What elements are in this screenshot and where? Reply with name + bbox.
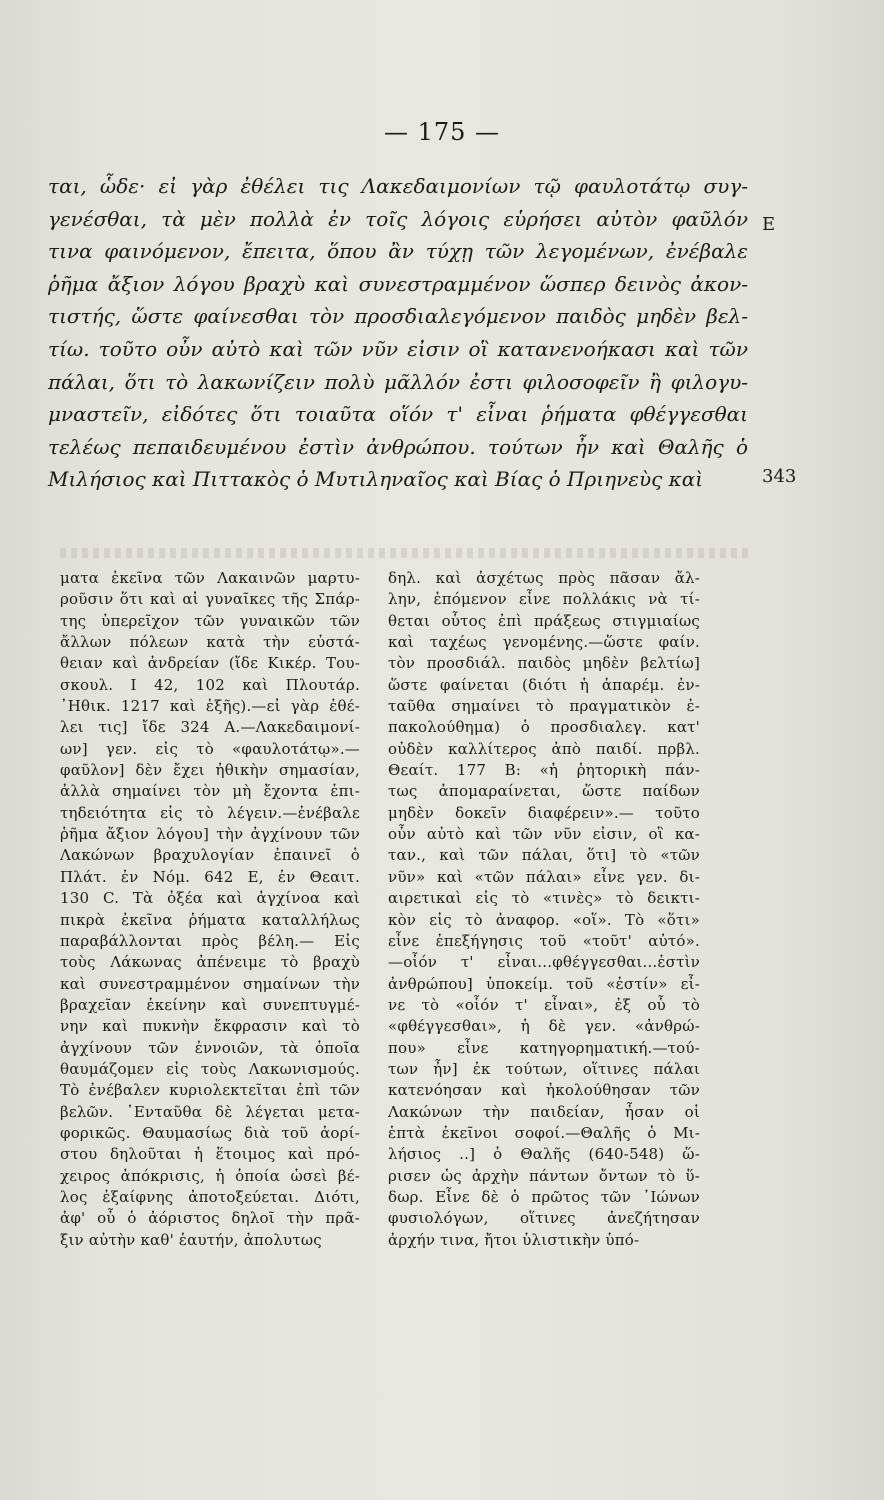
commentary-line: καὶ ταχέως γενομένης.—ὥστε φαίν. <box>388 633 700 652</box>
commentary-line: Θεαίτ. 177 Β: «ἡ ῥητορικὴ πάν- <box>388 761 700 780</box>
commentary-line: 130 C. Τὰ ὀξέα καὶ ἀγχίνοα καὶ <box>60 889 360 908</box>
commentary-line: οὐδὲν καλλίτερος ἀπὸ παιδί. πρβλ. <box>388 739 700 758</box>
commentary-line: Λακώνων τὴν παιδείαν, ἦσαν οἱ <box>388 1102 700 1121</box>
commentary-line: ἀρχήν τινα, ἤτοι ὑλιστικὴν ὑπό- <box>388 1230 640 1249</box>
commentary-line: —οἷόν τ' εἶναι...φθέγγεσθαι...ἐστὶν <box>388 953 700 972</box>
commentary-line: χειρος ἀπόκρισις, ἡ ὁποία ὡσεὶ βέ- <box>60 1166 360 1185</box>
commentary-line: ροῦσιν ὅτι καὶ αἱ γυναῖκες τῆς Σπάρ- <box>60 590 360 609</box>
commentary-line: θειαν καὶ ἀνδρείαν (ἴδε Κικέρ. Του- <box>60 654 360 673</box>
commentary-line: Πλάτ. ἐν Νόμ. 642 Ε, ἐν Θεαιτ. <box>60 867 360 886</box>
main-text-line: πάλαι, ὅτι τὸ λακωνίζειν πολὺ μᾶλλόν ἐστι φιλοσοφεῖν ἢ φιλογυ- <box>48 369 748 394</box>
commentary-line: φορικῶς. Θαυμασίως διὰ τοῦ ἀορί- <box>60 1123 360 1142</box>
commentary-line: ρισεν ὡς ἀρχὴν πάντων ὄντων τὸ ὕ- <box>388 1166 700 1185</box>
commentary-line: ἄλλων πόλεων κατὰ τὴν εὐστά- <box>60 633 360 652</box>
page-number: — 175 — <box>383 118 501 146</box>
bleed-through-divider <box>60 548 750 558</box>
commentary-line: ἀλλὰ σημαίνει τὸν μὴ ἔχοντα ἐπι- <box>60 782 360 801</box>
commentary-line: οὖν αὐτὸ καὶ τῶν νῦν εἰσιν, οἳ κα- <box>388 825 700 844</box>
main-text-line: μναστεῖν, εἰδότες ὅτι τοιαῦτα οἵόν τ' εἶναι ῥήματα φθέγγεσθαι <box>48 402 748 427</box>
commentary-line: ἑπτὰ ἐκεῖνοι σοφοί.—Θαλῆς ὁ Μι- <box>388 1123 700 1142</box>
commentary-line: ἀνθρώπου] ὑποκείμ. τοῦ «ἐστίν» εἶ- <box>388 974 700 993</box>
commentary-line: λος ἐξαίφνης ἀποτοξεύεται. Διότι, <box>60 1187 360 1206</box>
commentary-line: αιρετικαὶ εἰς τὸ «τινὲς» τὸ δεικτι- <box>388 889 700 908</box>
commentary-line: λει τις] ἴδε 324 Α.—Λακεδαιμονί- <box>60 718 360 737</box>
commentary-line: πακολούθημα) ὁ προσδιαλεγ. κατ' <box>388 718 700 737</box>
commentary-line: της ὑπερεῖχον τῶν γυναικῶν τῶν <box>60 611 360 630</box>
commentary-line: ξιν αὐτὴν καθ' ἑαυτήν, ἀπολυτως <box>60 1230 322 1249</box>
commentary-line: ματα ἐκεῖνα τῶν Λακαινῶν μαρτυ- <box>60 569 360 587</box>
commentary-line: σκουλ. Ι 42, 102 καὶ Πλουτάρ. <box>60 675 360 694</box>
commentary-line: κατενόησαν καὶ ἠκολούθησαν τῶν <box>388 1081 700 1100</box>
commentary-line: πικρὰ ἐκεῖνα ῥήματα καταλλήλως <box>60 910 360 929</box>
commentary-line: ᾿Ηθικ. 1217 καὶ ἑξῆς).—εἰ γὰρ ἐθέ- <box>60 697 360 716</box>
commentary-line: τηδειότητα εἰς τὸ λέγειν.—ἐνέβαλε <box>60 803 360 822</box>
commentary-line: φαῦλον] δὲν ἔχει ἠθικὴν σημασίαν, <box>60 761 360 780</box>
commentary-line: ῥῆμα ἄξιον λόγου] τὴν ἀγχίνουν τῶν <box>60 825 360 844</box>
main-text-line: ῥῆμα ἄξιον λόγου βραχὺ καὶ συνεστραμμένον ὥσπερ δεινὸς ἀκον- <box>48 271 748 296</box>
commentary-line: τως ἀπομαραίνεται, ὥστε παίδων <box>388 782 700 801</box>
commentary-line: των ἦν] ἐκ τούτων, οἵτινες πάλαι <box>388 1059 700 1078</box>
commentary-line: Λακώνων βραχυλογίαν ἐπαινεῖ ὁ <box>60 846 360 865</box>
commentary-line: τοὺς Λάκωνας ἀπένειμε τὸ βραχὺ <box>60 953 360 972</box>
commentary-line: θεται οὗτος ἐπὶ πράξεως στιγμιαίως <box>388 611 700 630</box>
main-text-line: τίω. τοῦτο οὖν αὐτὸ καὶ τῶν νῦν εἰσιν οἳ κατανενοήκασι καὶ τῶν <box>48 336 748 361</box>
commentary-line: Τὸ ἐνέβαλεν κυριολεκτεῖται ἐπὶ τῶν <box>60 1081 360 1100</box>
commentary-line: νε τὸ «οἷόν τ' εἶναι», ἐξ οὗ τὸ <box>388 995 700 1014</box>
commentary-line: λην, ἑπόμενον εἶνε πολλάκις νὰ τί- <box>388 590 700 609</box>
commentary-line: θαυμάζομεν εἰς τοὺς Λακωνισμούς. <box>60 1059 360 1078</box>
commentary-right-column <box>388 568 700 1251</box>
commentary-line: τὸν προσδιάλ. παιδὸς μηδὲν βελτίω] <box>388 654 700 673</box>
commentary-line: «φθέγγεσθαι», ἡ δὲ γεν. «ἀνθρώ- <box>388 1017 700 1036</box>
commentary-line: εἶνε ἐπεξήγησις τοῦ «τοῦτ' αὐτό». <box>388 931 700 950</box>
commentary-line: δηλ. καὶ ἀσχέτως πρὸς πᾶσαν ἄλ- <box>388 569 700 587</box>
commentary-left-column <box>60 568 360 1251</box>
main-text-line: τινα φαινόμενον, ἔπειτα, ὅπου ἂν τύχῃ τῶν λεγομένων, ἐνέβαλε <box>48 239 748 264</box>
commentary-line: βελῶν. ᾿Ενταῦθα δὲ λέγεται μετα- <box>60 1102 360 1121</box>
commentary-line: ἀγχίνουν τῶν ἐννοιῶν, τὰ ὁποῖα <box>60 1038 360 1057</box>
commentary-line: μηδὲν δοκεῖν διαφέρειν».— τοῦτο <box>388 803 700 822</box>
commentary-line: κὸν εἰς τὸ ἀναφορ. «οἵ». Τὸ «ὅτι» <box>388 910 700 929</box>
commentary-line: στου δηλοῦται ἡ ἕτοιμος καὶ πρό- <box>60 1145 360 1164</box>
commentary-line: βραχεῖαν ἐκείνην καὶ συνεπτυγμέ- <box>60 995 360 1014</box>
main-text-line: ται, ὧδε· εἰ γὰρ ἐθέλει τις Λακεδαιμονίων τῷ φαυλοτάτῳ συγ- <box>48 174 748 198</box>
main-text-line: Μιλήσιος καὶ Πιττακὸς ὁ Μυτιληναῖος καὶ Βίας ὁ Πριηνεὺς καὶ <box>48 467 704 492</box>
commentary-line: νην καὶ πυκνὴν ἔκφρασιν καὶ τὸ <box>60 1017 360 1036</box>
commentary-line: παραβάλλονται πρὸς βέλη.— Εἰς <box>60 931 360 950</box>
commentary-line: νῦν» καὶ «τῶν πάλαι» εἶνε γεν. δι- <box>388 867 700 886</box>
commentary-line: καὶ συνεστραμμένον σημαίνων τὴν <box>60 974 360 993</box>
commentary-line: ὥστε φαίνεται (διότι ἡ ἀπαρέμ. ἐν- <box>388 675 700 694</box>
margin-section-letter: E <box>762 214 776 235</box>
main-text-line: τιστής, ὥστε φαίνεσθαι τὸν προσδιαλεγόμενον παιδὸς μηδὲν βελ- <box>48 304 748 329</box>
commentary-line: ων] γεν. εἰς τὸ «φαυλοτάτῳ».— <box>60 739 360 758</box>
commentary-line: που» εἶνε κατηγορηματική.—τού- <box>388 1038 700 1057</box>
commentary-line: φυσιολόγων, οἵτινες ἀνεζήτησαν <box>388 1209 700 1228</box>
commentary-line: ἀφ' οὗ ὁ ἀόριστος δηλοῖ τὴν πρᾶ- <box>60 1209 360 1228</box>
main-text-line: γενέσθαι, τὰ μὲν πολλὰ ἐν τοῖς λόγοις εὑρήσει αὐτὸν φαῦλόν <box>48 206 748 231</box>
commentary-line: δωρ. Εἶνε δὲ ὁ πρῶτος τῶν ᾿Ιώνων <box>388 1187 700 1206</box>
margin-page-reference: 343 <box>762 466 797 487</box>
commentary-line: ταῦθα σημαίνει τὸ πραγματικὸν ἐ- <box>388 697 700 716</box>
commentary-line: λήσιος ..] ὁ Θαλῆς (640-548) ὥ- <box>388 1145 700 1164</box>
commentary-line: ταν., καὶ τῶν πάλαι, ὅτι] τὸ «τῶν <box>388 846 700 865</box>
main-text-line: τελέως πεπαιδευμένου ἐστὶν ἀνθρώπου. τούτων ἦν καὶ Θαλῆς ὁ <box>48 434 748 459</box>
main-text-block <box>48 170 748 496</box>
